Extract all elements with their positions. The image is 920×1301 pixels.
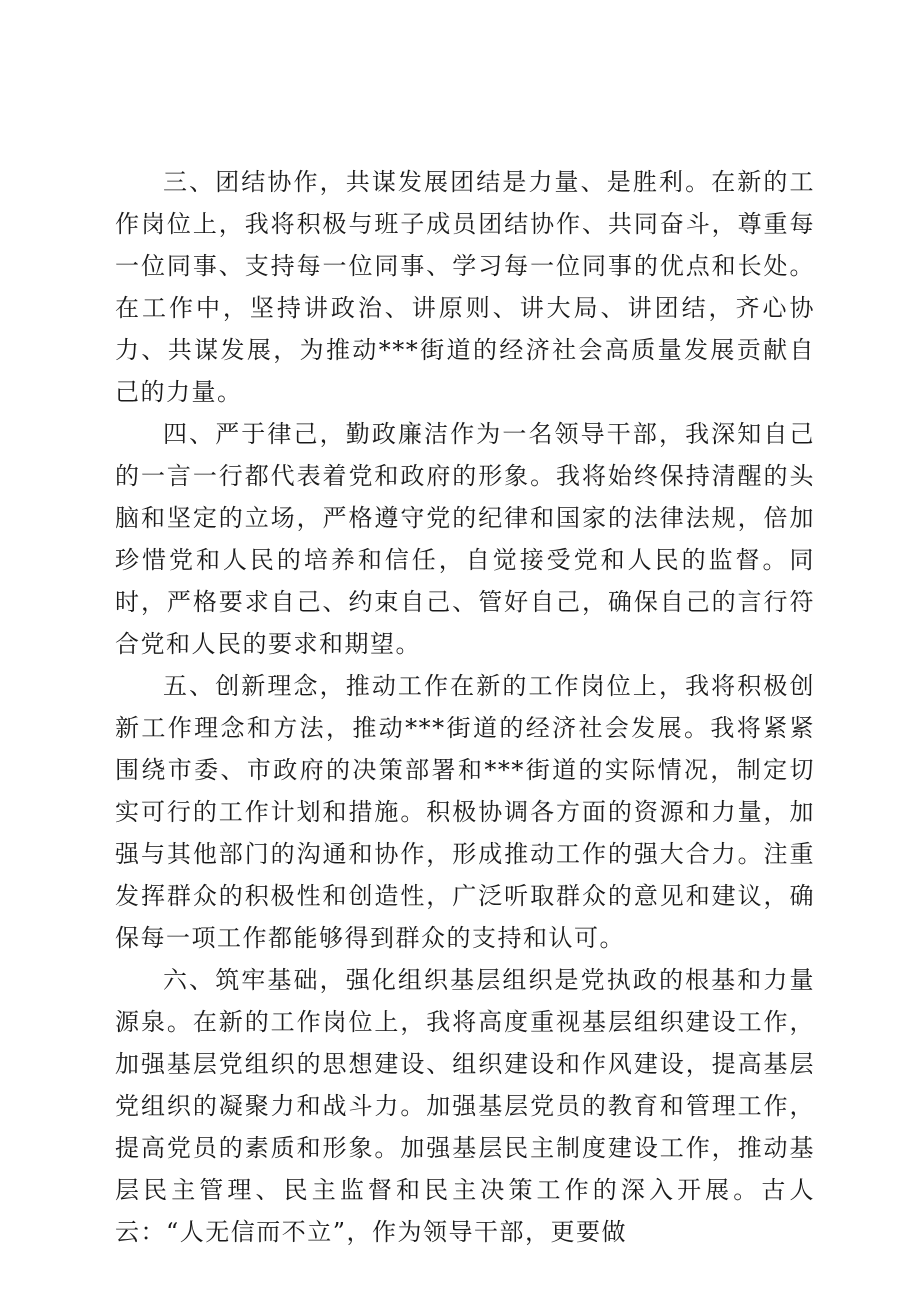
paragraph-self-discipline: 四、严于律己，勤政廉洁作为一名领导干部，我深知自己的一言一行都代表着党和政府的形象。我将始终保持清醒的头脑和坚定的立场，严格遵守党的纪律和国家的法律法规，倍加珍惜党和人民的培养和信任，自觉接受党和人民的监督。同时，严格要求自己、约束自己、管好自己，确保自己的言行符合党和人民的要求和期望。 bbox=[115, 420, 815, 658]
paragraph-unity-cooperation: 三、团结协作，共谋发展团结是力量、是胜利。在新的工作岗位上，我将积极与班子成员团结协作、共同奋斗，尊重每一位同事、支持每一位同事、学习每一位同事的优点和长处。在工作中，坚持讲政治、讲原则、讲大局、讲团结，齐心协力、共谋发展，为推动***街道的经济社会高质量发展贡献自己的力量。 bbox=[115, 168, 815, 406]
document-body bbox=[115, 161, 815, 1253]
paragraph-innovation: 五、创新理念，推动工作在新的工作岗位上，我将积极创新工作理念和方法，推动***街道的经济社会发展。我将紧紧围绕市委、市政府的决策部署和***街道的实际情况，制定切实可行的工作计划和措施。积极协调各方面的资源和力量，加强与其他部门的沟通和协作，形成推动工作的强大合力。注重发挥群众的积极性和创造性，广泛听取群众的意见和建议，确保每一项工作都能够得到群众的支持和认可。 bbox=[115, 672, 815, 952]
paragraph-grassroots-foundation: 六、筑牢基础，强化组织基层组织是党执政的根基和力量源泉。在新的工作岗位上，我将高度重视基层组织建设工作，加强基层党组织的思想建设、组织建设和作风建设，提高基层党组织的凝聚力和战斗力。加强基层党员的教育和管理工作，提高党员的素质和形象。加强基层民主制度建设工作，推动基层民主管理、民主监督和民主决策工作的深入开展。古人云：“人无信而不立”，作为领导干部，更要做 bbox=[115, 966, 815, 1246]
